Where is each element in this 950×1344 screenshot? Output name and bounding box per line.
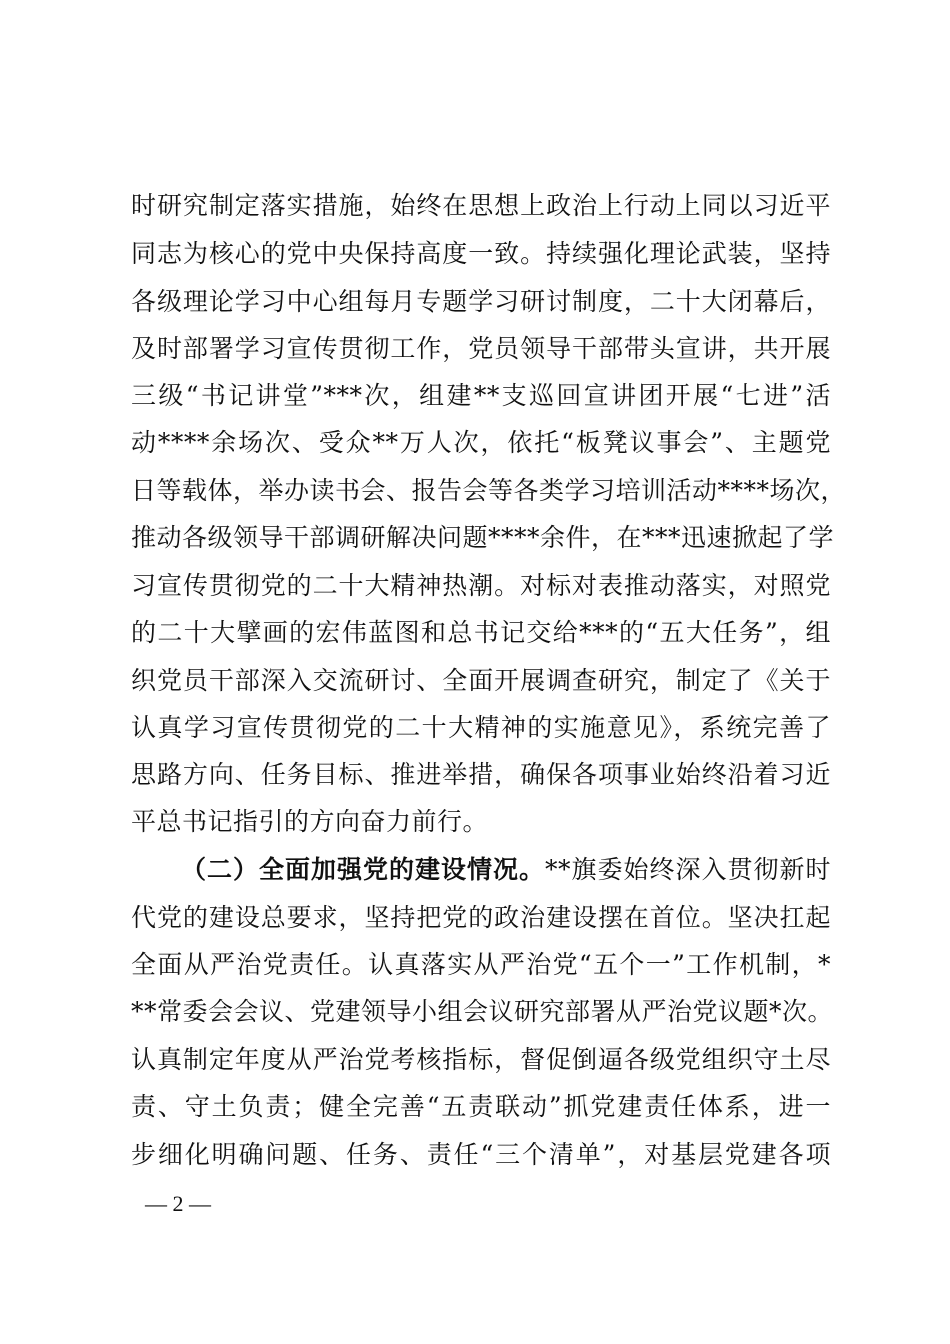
section-2-line-2: 代党的建设总要求，坚持把党的政治建设摆在首位。坚决扛起 (131, 903, 831, 932)
body-line-7: 日等载体，举办读书会、报告会等各类学习培训活动****场次， (131, 476, 847, 505)
section-2-first-line-rest: **旗委始终深入贯彻新时 (544, 855, 831, 884)
body-line-3: 各级理论学习中心组每月专题学习研讨制度，二十大闭幕后， (131, 287, 831, 316)
body-line-14: 平总书记指引的方向奋力前行。 (131, 807, 489, 836)
body-line-11: 织党员干部深入交流研讨、全面开展调查研究，制定了《关于 (131, 666, 831, 695)
section-2-heading: （二）全面加强党的建设情况。 (181, 855, 545, 884)
body-line-6: 动****余场次、受众**万人次，依托“板凳议事会”、主题党 (131, 428, 831, 457)
section-2-line-7: 步细化明确问题、任务、责任“三个清单”，对基层党建各项 (131, 1140, 831, 1169)
section-2-line-4: **常委会会议、党建领导小组会议研究部署从严治党议题*次。 (131, 997, 834, 1026)
body-line-4: 及时部署学习宣传贯彻工作，党员领导干部带头宣讲，共开展 (131, 334, 831, 363)
body-line-13: 思路方向、任务目标、推进举措，确保各项事业始终沿着习近 (131, 760, 831, 789)
section-2-line-5: 认真制定年度从严治党考核指标，督促倒逼各级党组织守土尽 (131, 1045, 831, 1074)
section-2-line-6: 责、守土负责；健全完善“五责联动”抓党建责任体系，进一 (131, 1092, 831, 1121)
body-line-8: 推动各级领导干部调研解决问题****余件，在***迅速掀起了学 (131, 523, 835, 552)
section-2-line-3: 全面从严治党责任。认真落实从严治党“五个一”工作机制，* (131, 950, 831, 979)
section-2-first-line (181, 855, 831, 885)
page-number: — 2 — (145, 1191, 211, 1216)
body-line-9: 习宣传贯彻党的二十大精神热潮。对标对表推动落实，对照党 (131, 571, 831, 600)
body-line-5: 三级“书记讲堂”***次，组建**支巡回宣讲团开展“七进”活 (131, 381, 831, 410)
body-line-12: 认真学习宣传贯彻党的二十大精神的实施意见》，系统完善了 (131, 713, 831, 742)
body-line-10: 的二十大擘画的宏伟蓝图和总书记交给***的“五大任务”，组 (131, 618, 831, 647)
body-line-1: 时研究制定落实措施，始终在思想上政治上行动上同以习近平 (131, 191, 831, 220)
body-line-2: 同志为核心的党中央保持高度一致。持续强化理论武装，坚持 (131, 239, 831, 268)
